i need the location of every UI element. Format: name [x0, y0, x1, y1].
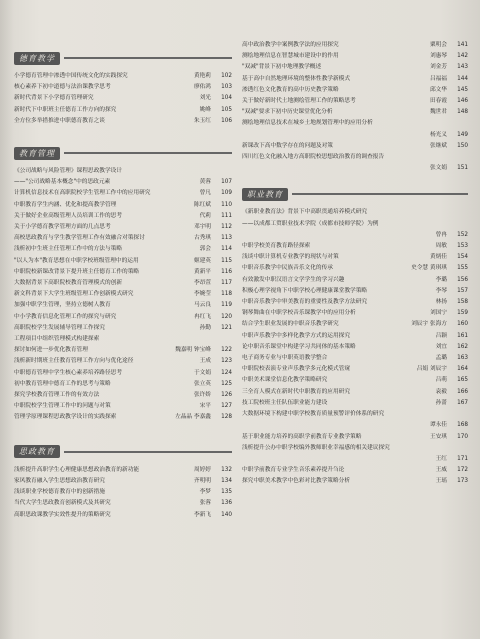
entry-title: 三全育人模式在新时代中职教育的应用研究: [242, 388, 351, 395]
entry-title: 管理学原理课程思政教学设计的实践探索: [14, 414, 117, 421]
entry-title: 计算机信息技术在高职院校学生管理工作中的应用研究: [14, 190, 151, 197]
entry-title: 高职思政课教学实效性提升的策略研究: [14, 511, 111, 518]
toc-entry: [14, 345, 232, 356]
entry-title: 小学德育管理中渗透中国传统文化的实践探究: [14, 73, 128, 79]
entry-page: 165: [457, 377, 468, 384]
toc-entry: [242, 141, 468, 152]
entry-page: 145: [457, 86, 468, 93]
toc-entry: [242, 342, 468, 353]
section-heading: [14, 145, 232, 161]
entry-page: 121: [221, 324, 232, 331]
toc-entry: [242, 420, 468, 431]
right-column: [242, 0, 468, 488]
section-heading-label: 德育教学: [14, 52, 60, 65]
toc-entry: [14, 476, 232, 487]
entry-page: 172: [457, 467, 468, 474]
entry-page: 119: [221, 302, 232, 309]
entry-author: 李昂萱: [193, 280, 211, 287]
entry-page: 127: [221, 403, 232, 410]
toc-entry: [242, 51, 468, 62]
entry-page: 135: [221, 489, 232, 496]
entry-author: 袁毅: [435, 388, 447, 395]
toc-entry: [14, 412, 232, 423]
entry-page: 148: [457, 109, 468, 116]
entry-author: 马云良: [193, 302, 211, 309]
entry-author: 林扬: [435, 299, 447, 306]
entry-author: 曾冉: [435, 231, 447, 238]
entry-author: 黄新平: [193, 268, 211, 275]
entry-author: 王成: [199, 358, 211, 365]
section-heading-label: 思政教育: [14, 445, 60, 458]
entry-author: 朱玉红: [193, 117, 211, 124]
entry-author: 古秀琪: [193, 235, 211, 242]
entry-title: 中职德育管理中学生核心素养培养路径思考: [14, 369, 123, 376]
entry-title: 积极心理学视角下中职学校心理健康课堂教学策略: [242, 287, 368, 294]
toc-entry: [242, 432, 468, 443]
entry-author: 廖佑鸿: [193, 84, 211, 91]
entry-page: 160: [457, 321, 468, 328]
entry-author: 李新飞: [193, 511, 211, 518]
entry-page: 105: [221, 106, 232, 113]
entry-page: 113: [221, 235, 232, 242]
toc-entry: [242, 207, 468, 218]
toc-entry: [242, 331, 468, 342]
entry-page: 134: [221, 477, 232, 484]
entry-title: 新时代下中职班主任德育工作方向的探究: [14, 106, 117, 113]
entry-page: 109: [221, 190, 232, 197]
section-rule: [64, 451, 232, 453]
section-heading: [242, 186, 468, 202]
toc-entry: [242, 118, 468, 129]
toc-entry: [242, 353, 468, 364]
entry-page: 126: [221, 392, 232, 399]
entry-title: 初中教育管理中德育工作的思考与策略: [14, 380, 111, 387]
entry-author: 曾凡: [199, 190, 211, 197]
entry-title: ——"公司战略基本概念"中的思政元素: [14, 179, 111, 186]
entry-title: 论中职音乐课堂中构建学习共同体的基本策略: [242, 343, 356, 350]
toc-entry: [242, 85, 468, 96]
entry-title: 新文科背景下大学生班级管理工作创新模式研究: [14, 291, 134, 298]
entry-author: 张继斌: [429, 142, 447, 149]
toc-entry: [14, 498, 232, 509]
entry-author: 黄炳佳: [429, 254, 447, 261]
toc-entry: [14, 465, 232, 476]
toc-entry: [242, 241, 468, 252]
toc-entry: [14, 233, 232, 244]
entry-page: 157: [457, 287, 468, 294]
entry-title: 关于做好企业高级管理人员培训工作的思考: [14, 212, 123, 219]
toc-entry: [242, 230, 468, 241]
entry-page: 152: [457, 231, 468, 238]
entry-title: 浅析新时期班主任教育管理工作方向与优化途径: [14, 358, 134, 365]
entry-author: 周敏: [435, 243, 447, 250]
toc-entry: [14, 93, 232, 104]
entry-title: 浅析提升公办中职学校编外教师职业幸福感的相关建议探究: [242, 444, 390, 451]
toc-entry: [242, 308, 468, 319]
entry-title: ——以成都工贸职业技术学院（成都市技师学院）为例: [242, 220, 379, 227]
toc-entry: [242, 476, 468, 487]
toc-entry: [242, 454, 468, 465]
entry-author: 代莉: [199, 212, 211, 219]
entry-title: "以人为本"教育思想在中职学校班级管理中的运用: [14, 257, 139, 264]
entry-page: 144: [457, 75, 468, 82]
entry-title: 浅析提升高职学生心理健康思想政治教育的新功能: [14, 466, 140, 473]
entry-author: 黄蓉: [199, 179, 211, 186]
entry-page: 128: [221, 414, 232, 421]
toc-entry: [242, 62, 468, 73]
toc-entry: [14, 278, 232, 289]
entry-author: 张蓉: [199, 500, 211, 507]
entry-page: 171: [457, 455, 468, 462]
entry-author: 刘辰宇 张海方: [411, 321, 447, 328]
toc-entry: [242, 74, 468, 85]
entry-page: 104: [221, 95, 232, 102]
entry-page: 154: [457, 254, 468, 261]
entry-page: 153: [457, 243, 468, 250]
entry-author: 陈红斌: [193, 201, 211, 208]
entry-page: 140: [221, 511, 232, 518]
toc-entry: [242, 297, 468, 308]
entry-author: 谭永佳: [429, 422, 447, 429]
entry-title: 有效激发中职汉语言文学学生的学习兴趣: [242, 276, 345, 283]
entry-page: 170: [457, 433, 468, 440]
entry-page: 123: [221, 358, 232, 365]
entry-page: 112: [221, 224, 232, 231]
toc-entry: [14, 300, 232, 311]
entry-author: 史令慧 黄琪琪: [411, 265, 447, 272]
toc-entry: [242, 443, 468, 454]
entry-page: 136: [221, 500, 232, 507]
entry-author: 左晶晶 李嘉鑫: [175, 414, 211, 421]
entry-page: 122: [221, 347, 232, 354]
entry-author: 姬建英: [193, 257, 211, 264]
entry-page: 158: [457, 299, 468, 306]
entry-author: 刘金芳: [429, 64, 447, 71]
entry-author: 郭会: [199, 246, 211, 253]
entry-page: 110: [221, 201, 232, 208]
entry-author: 冉红飞: [193, 313, 211, 320]
entry-title: "双减"要求下初中历史课堂优化分析: [242, 109, 333, 116]
entry-page: 132: [221, 466, 232, 473]
toc-entry: [242, 96, 468, 107]
toc-entry: [242, 163, 468, 174]
toc-entry: [242, 130, 468, 141]
entry-page: 161: [457, 332, 468, 339]
toc-entry: [14, 401, 232, 412]
entry-title: 高职院校学生发展辅导管理工作探究: [14, 324, 105, 331]
entry-page: 111: [221, 212, 232, 219]
entry-author: 李琴: [435, 287, 447, 294]
entry-page: 150: [457, 142, 468, 149]
entry-page: 166: [457, 388, 468, 395]
toc-entry: [242, 107, 468, 118]
entry-author: 黄艳莉: [193, 73, 211, 79]
entry-page: 163: [457, 355, 468, 362]
entry-page: 114: [221, 246, 232, 253]
entry-title: 加强中职学生管理，坚持立德树人教育: [14, 302, 111, 309]
entry-author: 田春霞: [429, 98, 447, 105]
toc-entry: [14, 487, 232, 498]
toc-entry: [14, 82, 232, 93]
toc-entry: [242, 375, 468, 386]
entry-author: 邓宇明: [193, 224, 211, 231]
entry-title: 家风教育融入学生思想政治教育研究: [14, 477, 105, 484]
entry-page: 102: [221, 73, 232, 79]
entry-page: 141: [457, 42, 468, 48]
entry-title: 基于职业能力培养的高职学前教育专业教学策略: [242, 433, 362, 440]
entry-page: 124: [221, 369, 232, 376]
entry-title: 中职院校新课改背景下提升班主任德育工作的策略: [14, 268, 140, 275]
entry-page: 103: [221, 84, 232, 91]
entry-author: 李璐: [435, 276, 447, 283]
entry-page: 146: [457, 98, 468, 105]
toc-entry: [14, 390, 232, 401]
entry-title: 浅谈中职计算机专业教学的现状与对策: [242, 254, 339, 261]
entry-title: 关于做好新时代土地测绘管理工作的策略思考: [242, 98, 356, 105]
toc-entry: [242, 364, 468, 375]
entry-title: 技工院校班主任队伍职业能力建设: [242, 399, 328, 406]
entry-page: 162: [457, 343, 468, 350]
entry-author: 粟明会: [429, 42, 447, 48]
entry-author: 吕萌: [435, 377, 447, 384]
section-heading: [14, 444, 232, 460]
entry-title: 中小学教育信息化管理工作的探究与研究: [14, 313, 117, 320]
entry-title: 中职美术课堂信息化教学策略研究: [242, 377, 328, 384]
entry-author: 张文娟: [429, 165, 447, 172]
toc-entry: [242, 40, 468, 51]
entry-author: 周婷婷: [193, 466, 211, 473]
entry-author: 李婉莹: [193, 291, 211, 298]
entry-author: 王瑶: [435, 478, 447, 485]
entry-author: 吕福福: [429, 75, 447, 82]
toc-entry: [242, 387, 468, 398]
entry-author: 于文娟: [193, 369, 211, 376]
toc-entry: [14, 267, 232, 278]
entry-title: 四川红色文化融入地方高职院校思想政治教育的调查报告: [242, 154, 385, 161]
entry-title: 中职声乐教学中多样化教学方式的运用探究: [242, 332, 351, 339]
entry-author: 张立英: [193, 380, 211, 387]
entry-title: 浅析初中生班主任管理工作中的方法与策略: [14, 246, 123, 253]
entry-author: 吕颖: [435, 332, 447, 339]
toc-entry: [14, 356, 232, 367]
toc-entry: [14, 188, 232, 199]
entry-author: 吕娟 刘辰宇: [416, 366, 447, 373]
toc-entry: [242, 409, 468, 420]
entry-author: 宋平: [199, 403, 211, 410]
toc-entry: [14, 71, 232, 82]
entry-author: 魏世君: [429, 109, 447, 116]
entry-author: 刘惠琴: [429, 53, 447, 60]
entry-author: 孙勤: [199, 324, 211, 331]
toc-entry: [14, 200, 232, 211]
section-heading-label: 职业教育: [242, 188, 288, 201]
toc-entry: [14, 368, 232, 379]
entry-title: 大数据环境下构建中职学校教育质量预警评价体系的研究: [242, 411, 385, 418]
entry-page: 125: [221, 380, 232, 387]
toc-entry: [14, 116, 232, 127]
toc-entry: [242, 152, 468, 163]
entry-title: 中职院校学生管理工作中的问题与对策: [14, 403, 111, 410]
entry-page: 120: [221, 313, 232, 320]
section-rule: [64, 152, 232, 154]
entry-title: 测绘地理信息技术在城乡土地规划管理中的应用分析: [242, 120, 373, 127]
entry-title: 钢琴舞曲在中职学校音乐课教学中的应用分析: [242, 310, 356, 317]
entry-author: 刘宜: [435, 343, 447, 350]
entry-page: 168: [457, 422, 468, 429]
entry-title: 中职院校表演专业声乐教学多元化模式管窥: [242, 366, 351, 373]
entry-page: 116: [221, 268, 232, 275]
toc-entry: [14, 256, 232, 267]
entry-title: 探讨如何进一步优化教育管理: [14, 347, 88, 354]
entry-title: 当代大学生思政教育创新模式及其研究: [14, 500, 111, 507]
left-column: [14, 0, 232, 533]
toc-entry: [14, 323, 232, 334]
entry-author: 刘国宁: [429, 310, 447, 317]
entry-page: 156: [457, 276, 468, 283]
entry-author: 杨光义: [429, 131, 447, 138]
entry-author: 李梦: [199, 489, 211, 496]
entry-author: 齐明明: [193, 477, 211, 484]
entry-page: 164: [457, 366, 468, 373]
entry-title: 中职学校美育教育路径探索: [242, 243, 311, 250]
entry-author: 姚峰: [199, 106, 211, 113]
entry-author: 王安琪: [429, 433, 447, 440]
section-rule: [64, 57, 232, 59]
section-heading: [14, 50, 232, 66]
toc-entry: [242, 252, 468, 263]
toc-entry: [14, 244, 232, 255]
entry-title: 电子商务专业与中职英语教学整合: [242, 355, 328, 362]
entry-author: 王威: [435, 467, 447, 474]
entry-page: 143: [457, 64, 468, 71]
entry-title: 工程项目中组织管理模式构建探索: [14, 336, 100, 343]
entry-title: "双减"背景下初中地理教学概述: [242, 64, 322, 71]
entry-page: 117: [221, 280, 232, 287]
entry-title: 高校思政教育与学生教学管理工作有效融合对策探讨: [14, 235, 145, 242]
entry-title: 中职音乐教学中民族音乐文化的传承: [242, 265, 333, 272]
entry-title: 高中政治教学中案例教学法的应用探究: [242, 42, 339, 48]
entry-page: 167: [457, 399, 468, 406]
toc-entry: [242, 465, 468, 476]
entry-title: 浅谈职业学校德育教育中的创新措施: [14, 489, 105, 496]
entry-title: 中职教育学生内涵、优化和提高教学管理: [14, 201, 117, 208]
toc-entry: [14, 334, 232, 345]
entry-page: 173: [457, 478, 468, 485]
toc-entry: [14, 312, 232, 323]
entry-title: 探究中职美术教学中色彩对比教学策略分析: [242, 478, 351, 485]
toc-entry: [14, 222, 232, 233]
entry-page: 149: [457, 131, 468, 138]
entry-title: 核心素养下初中道德与法治课教学思考: [14, 84, 111, 91]
entry-title: 中职学前教育专业学生音乐素养提升刍论: [242, 467, 345, 474]
entry-page: 155: [457, 265, 468, 272]
toc-entry: [14, 211, 232, 222]
entry-title: 《公司战略与风险管理》课程思政教学设计: [14, 168, 123, 175]
entry-author: 邱文华: [429, 86, 447, 93]
entry-title: 基于高中自然地理环境的整体性教学新模式: [242, 75, 351, 82]
toc-entry: [14, 510, 232, 521]
toc-entry: [14, 105, 232, 116]
entry-title: 中职音乐教学中审美教育的重要性及教学方法研究: [242, 299, 368, 306]
toc-entry: [242, 319, 468, 330]
entry-title: 关于小学德育教学管理方面的几点思考: [14, 224, 111, 231]
entry-page: 159: [457, 310, 468, 317]
toc-entry: [242, 275, 468, 286]
toc-entry: [14, 379, 232, 390]
entry-author: 孙蔷: [435, 399, 447, 406]
entry-title: 《新职业教育法》背景下中高职贯通培养模式研究: [242, 209, 368, 216]
section-heading-label: 教育管理: [14, 147, 60, 160]
toc-entry: [242, 398, 468, 409]
entry-title: 全方位多举措推进中职德育教育之谈: [14, 117, 105, 124]
entry-title: 新课改下高中数学存在的问题及对策: [242, 142, 333, 149]
toc-entry: [14, 289, 232, 300]
entry-title: 渗透红色文化教育的高中历史教学策略: [242, 86, 339, 93]
entry-title: 大数据背景下高职院校教育管理模式的创新: [14, 280, 123, 287]
entry-page: 115: [221, 257, 232, 264]
toc-entry: [242, 263, 468, 274]
entry-page: 107: [221, 179, 232, 186]
entry-page: 142: [457, 53, 468, 60]
entry-author: 刘光: [199, 95, 211, 102]
toc-entry: [242, 286, 468, 297]
entry-author: 张许娇: [193, 392, 211, 399]
entry-page: 118: [221, 291, 232, 298]
entry-title: 新时代背景下小学德育管理研究: [14, 95, 94, 102]
section-rule: [292, 193, 468, 195]
entry-title: 探究学校教育管理工作的有效方法: [14, 392, 100, 399]
entry-author: 王红: [435, 455, 447, 462]
entry-author: 魏嘉明 钟宝峰: [175, 347, 211, 354]
toc-entry: [14, 166, 232, 177]
entry-page: 106: [221, 117, 232, 124]
entry-title: 结合学生职业发展的中职音乐教学研究: [242, 321, 339, 328]
entry-title: 测绘地理信息在智慧城市建设中的作用: [242, 53, 339, 60]
toc-entry: [14, 177, 232, 188]
toc-entry: [242, 219, 468, 230]
entry-author: 孟璐: [435, 355, 447, 362]
entry-page: 151: [457, 165, 468, 172]
